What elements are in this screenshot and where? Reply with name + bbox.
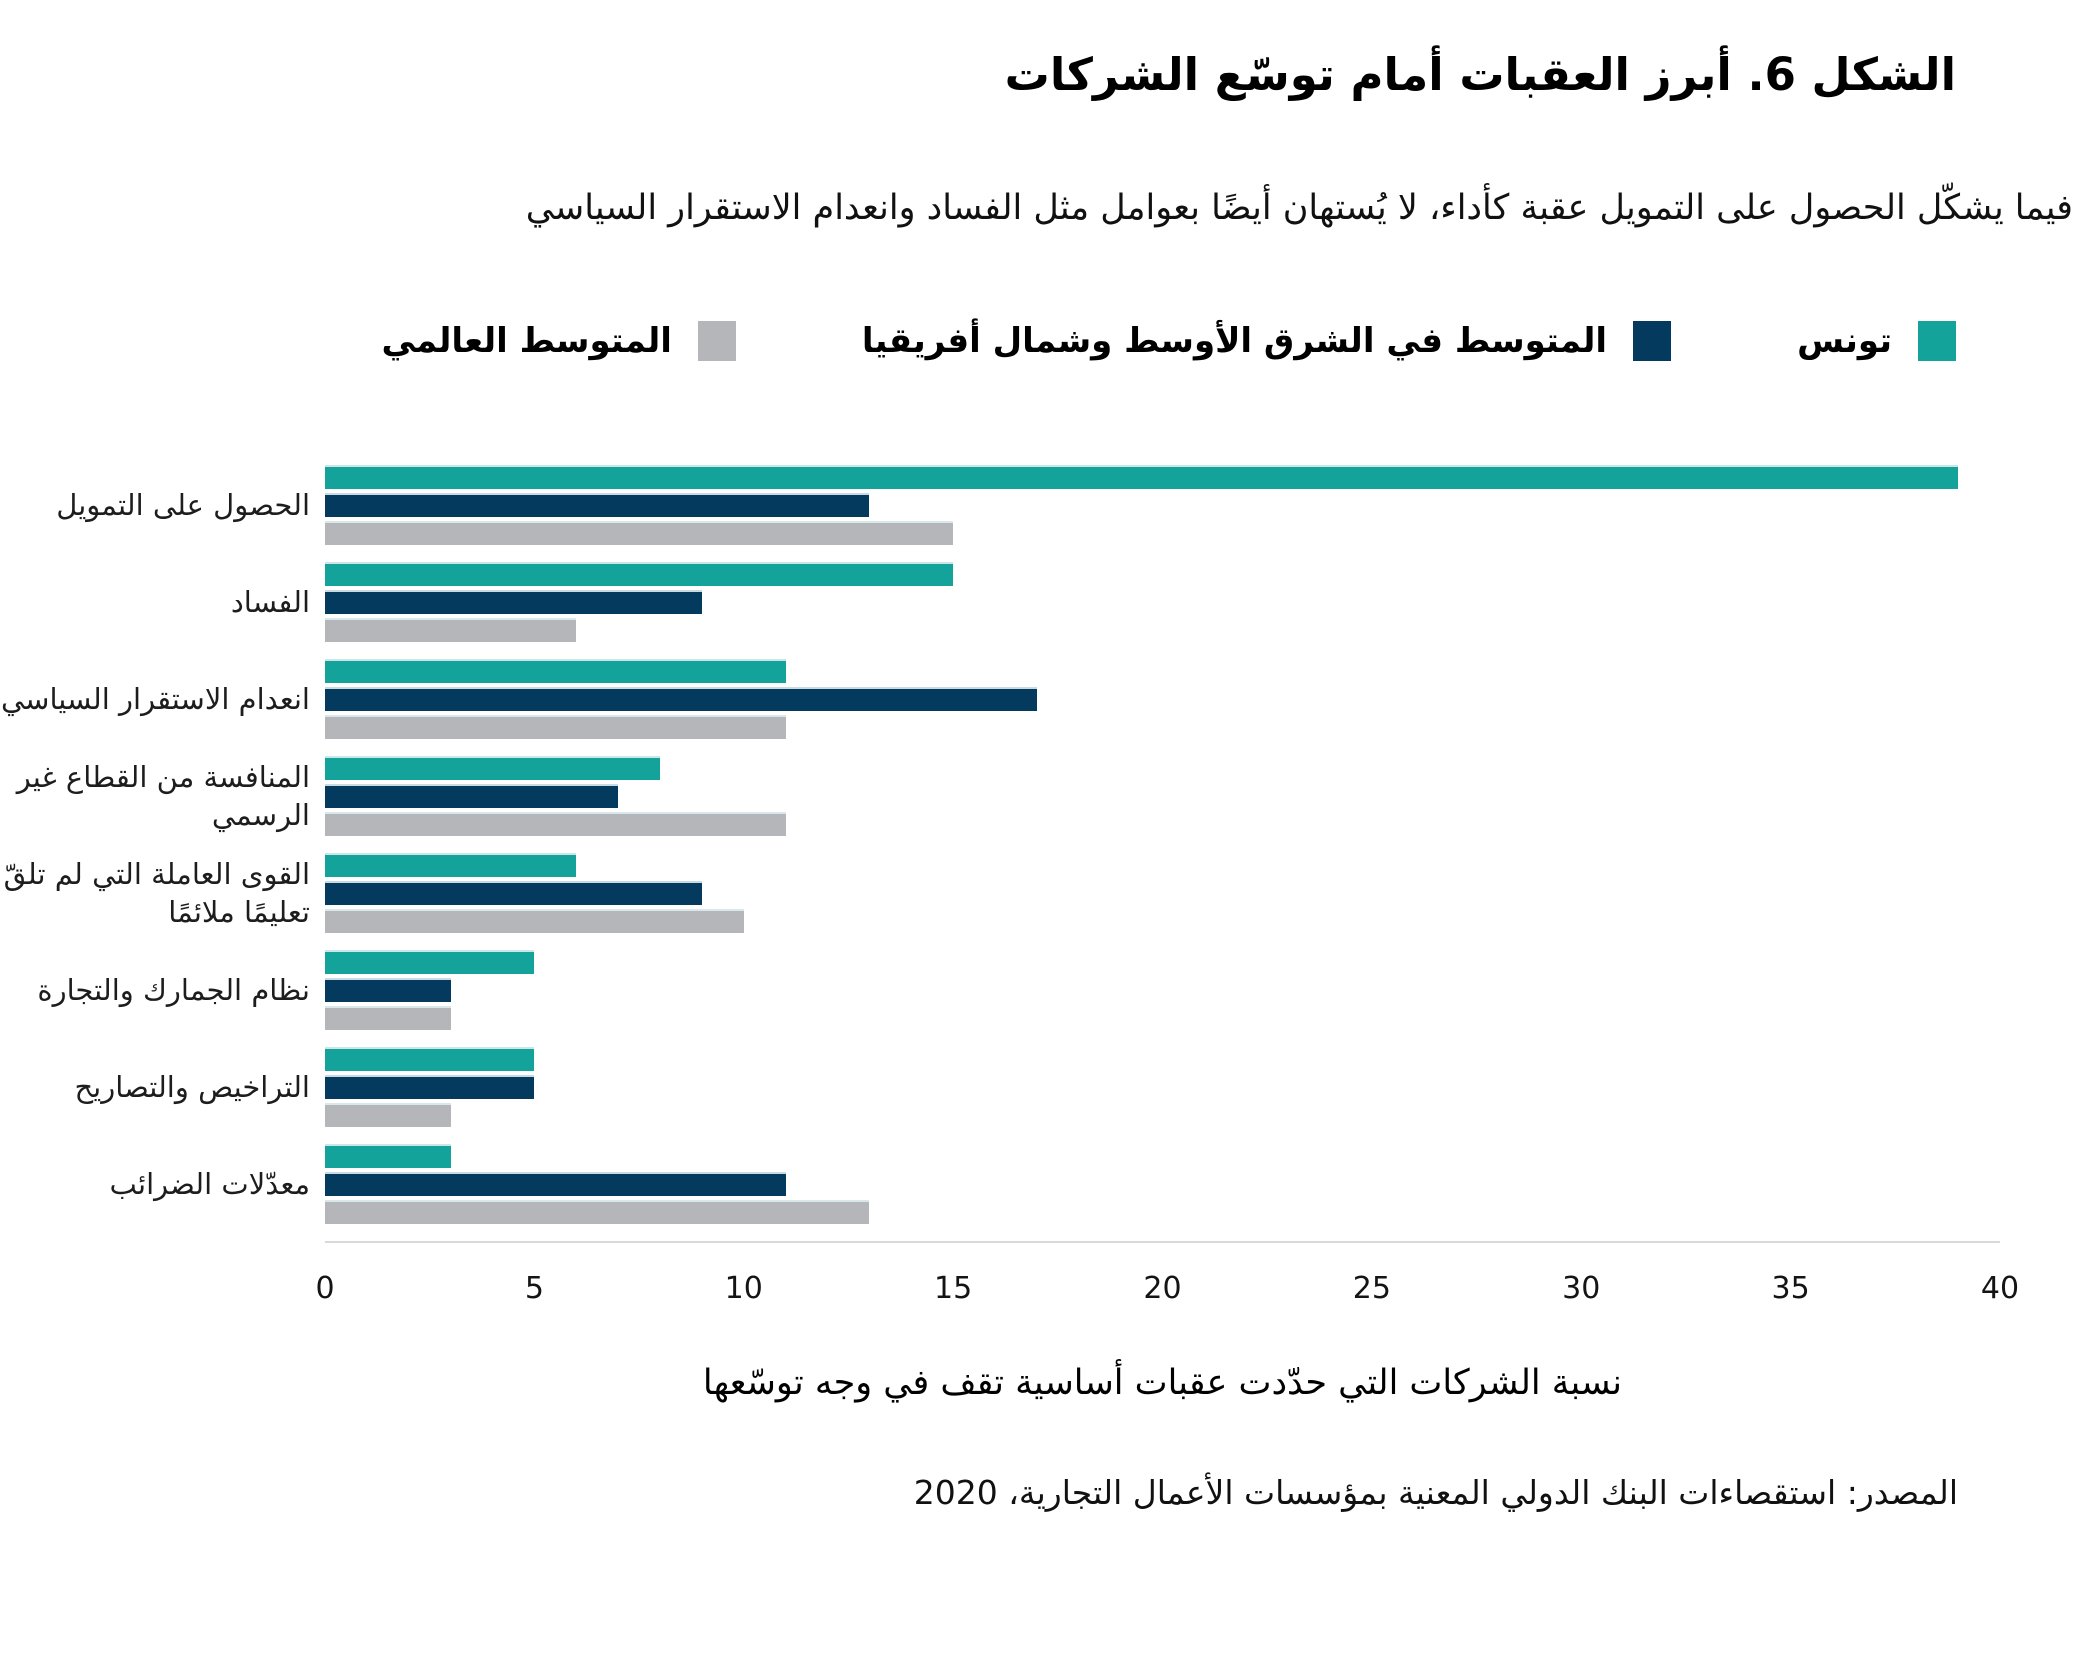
bar-mena <box>325 687 1037 711</box>
category-label: نظام الجمارك والتجارة <box>37 972 310 1007</box>
bar-tunisia <box>325 659 786 683</box>
bar-world <box>325 1103 451 1127</box>
x-tick-15: 15 <box>934 1270 973 1306</box>
bar-world <box>325 618 576 642</box>
source-note: المصدر: استقصاءات البنك الدولي المعنية بمؤسسات الأعمال التجارية، 2020 <box>913 1472 1958 1512</box>
category-row <box>0 853 2084 933</box>
bar-world <box>325 521 953 545</box>
x-tick-10: 10 <box>724 1270 763 1306</box>
bar-group <box>325 465 2000 545</box>
figure-title: الشكل 6. أبرز العقبات أمام توسّع الشركات <box>1004 48 1956 101</box>
x-axis-line <box>325 1241 2000 1243</box>
bar-tunisia <box>325 465 1958 489</box>
bar-world <box>325 1200 869 1224</box>
bar-world <box>325 909 744 933</box>
bar-tunisia <box>325 1047 534 1071</box>
category-label: الفساد <box>230 584 310 619</box>
x-axis <box>315 1241 2020 1313</box>
category-row <box>0 1144 2084 1224</box>
category-row <box>0 756 2084 836</box>
bar-mena <box>325 493 869 517</box>
legend-label-world: المتوسط العالمي <box>381 320 672 361</box>
bar-group <box>325 853 2000 933</box>
bar-group <box>325 950 2000 1030</box>
bar-world <box>325 812 786 836</box>
category-label: المنافسة من القطاع غير الرسمي <box>16 759 310 832</box>
bar-world <box>325 1006 451 1030</box>
x-tick-35: 35 <box>1771 1270 1810 1306</box>
x-tick-5: 5 <box>524 1270 544 1306</box>
category-row <box>0 1047 2084 1127</box>
chart-rows <box>0 465 2084 1224</box>
category-row <box>0 659 2084 739</box>
x-tick-30: 30 <box>1562 1270 1601 1306</box>
tunisia-swatch-icon <box>1918 321 1956 361</box>
bar-mena <box>325 784 618 808</box>
bar-mena <box>325 590 702 614</box>
category-label: القوى العاملة التي لم تلقّ تعليمًا ملائمًا <box>3 856 310 929</box>
legend-label-mena: المتوسط في الشرق الأوسط وشمال أفريقيا <box>861 320 1608 361</box>
chart-legend <box>0 321 1956 361</box>
x-tick-20: 20 <box>1143 1270 1182 1306</box>
bar-mena <box>325 1172 786 1196</box>
bar-tunisia <box>325 562 953 586</box>
bar-group <box>325 562 2000 642</box>
legend-item-tunisia <box>1797 321 1956 361</box>
x-tick-0: 0 <box>315 1270 335 1306</box>
figure-subtitle: فيما يشكّل الحصول على التمويل عقبة كأداء، لا يُستهان أيضًا بعوامل مثل الفساد وانعدام الاستقرار السياسي <box>525 187 2073 228</box>
bar-group <box>325 1144 2000 1224</box>
category-row <box>0 465 2084 545</box>
bar-mena <box>325 881 702 905</box>
category-row <box>0 562 2084 642</box>
bar-group <box>325 1047 2000 1127</box>
x-axis-ticks <box>315 1270 2020 1313</box>
x-axis-title: نسبة الشركات التي حدّدت عقبات أساسية تقف في وجه توسّعها <box>702 1362 1623 1403</box>
x-tick-40: 40 <box>1980 1270 2020 1306</box>
category-label: معدّلات الضرائب <box>109 1166 310 1201</box>
x-tick-25: 25 <box>1352 1270 1391 1306</box>
mena-swatch-icon <box>1633 321 1671 361</box>
bar-world <box>325 715 786 739</box>
legend-label-tunisia: تونس <box>1797 320 1892 361</box>
bar-mena <box>325 978 451 1002</box>
bar-tunisia <box>325 756 660 780</box>
bar-tunisia <box>325 853 576 877</box>
category-label: الحصول على التمويل <box>56 487 310 522</box>
legend-item-world <box>381 321 735 361</box>
bar-chart <box>0 465 2084 1313</box>
world-swatch-icon <box>698 321 736 361</box>
bar-group <box>325 756 2000 836</box>
category-row <box>0 950 2084 1030</box>
bar-group <box>325 659 2000 739</box>
category-label: انعدام الاستقرار السياسي <box>1 681 310 716</box>
legend-item-mena <box>862 321 1671 361</box>
bar-tunisia <box>325 950 534 974</box>
bar-tunisia <box>325 1144 451 1168</box>
category-label: التراخيص والتصاريح <box>74 1069 310 1104</box>
bar-mena <box>325 1075 534 1099</box>
